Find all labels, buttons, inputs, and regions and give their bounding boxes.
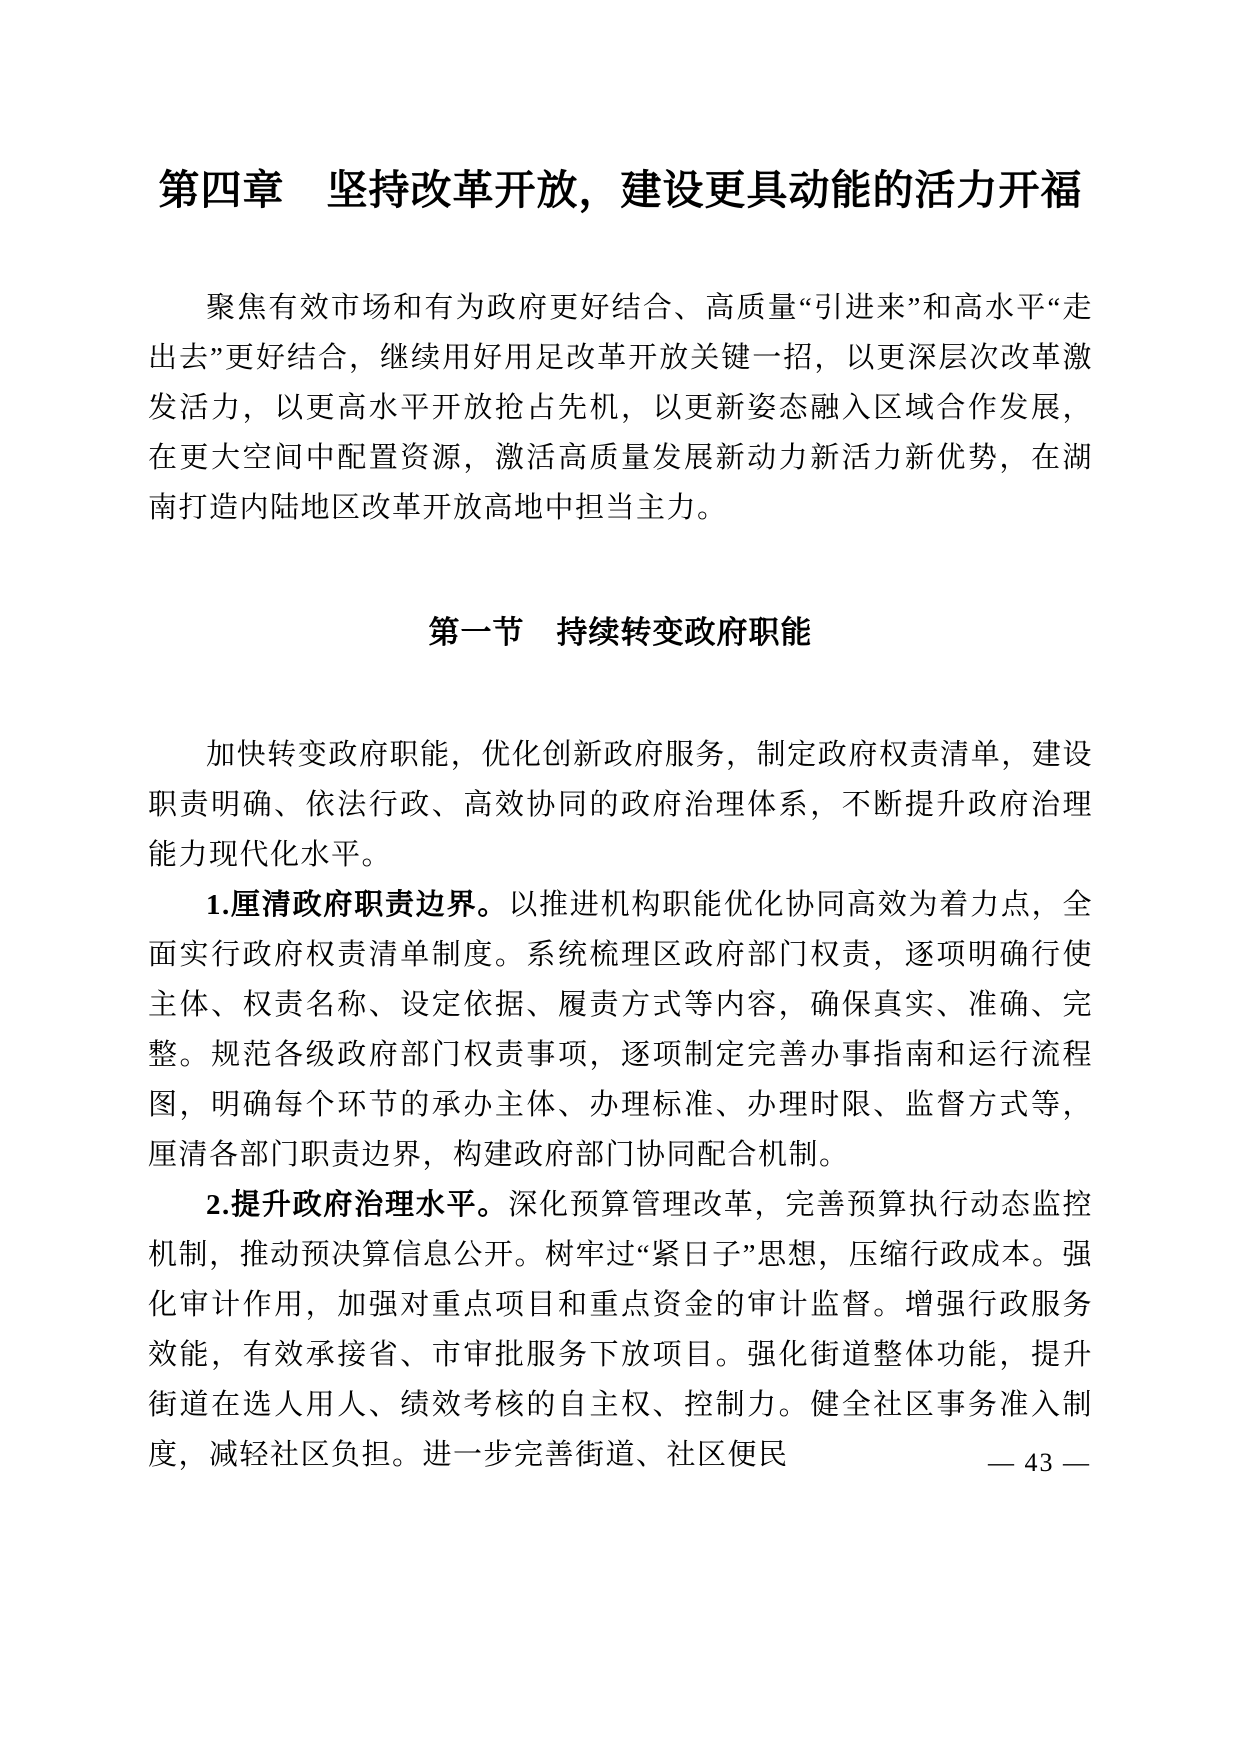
- intro-paragraph: 聚焦有效市场和有为政府更好结合、高质量“引进来”和高水平“走出去”更好结合，继续用好用足改革开放关键一招，以更深层次改革激发活力，以更高水平开放抢占先机，以更新姿态融入区域合作发展，在更大空间中配置资源，激活高质量发展新动力新活力新优势，在湖南打造内陆地区改革开放高地中担当主力。: [148, 292, 1093, 525]
- paragraph-item-2: [148, 1180, 1093, 1480]
- paragraph-item-1: [148, 880, 1093, 1180]
- page-number: — 43 —: [988, 1448, 1091, 1477]
- section-heading: 第一节 持续转变政府职能: [428, 615, 813, 651]
- chapter-title: 第四章 坚持改革开放，建设更具动能的活力开福: [158, 167, 1083, 213]
- item-2-body: 深化预算管理改革，完善预算执行动态监控机制，推动预决算信息公开。树牢过“紧日子”思想，压缩行政成本。强化审计作用，加强对重点项目和重点资金的审计监督。增强行政服务效能，有效承接省、市审批服务下放项目。强化街道整体功能，提升街道在选人用人、绩效考核的自主权、控制力。健全社区事务准入制度，减轻社区负担。进一步完善街道、社区便民: [148, 1189, 1093, 1472]
- paragraph-government-functions: 加快转变政府职能，优化创新政府服务，制定政府权责清单，建设职责明确、依法行政、高效协同的政府治理体系，不断提升政府治理能力现代化水平。: [148, 739, 1093, 872]
- item-1-body: 以推进机构职能优化协同高效为着力点，全面实行政府权责清单制度。系统梳理区政府部门权责，逐项明确行使主体、权责名称、设定依据、履责方式等内容，确保真实、准确、完整。规范各级政府部门权责事项，逐项制定完善办事指南和运行流程图，明确每个环节的承办主体、办理标准、办理时限、监督方式等，厘清各部门职责边界，构建政府部门协同配合机制。: [148, 889, 1093, 1172]
- intro-block: [148, 283, 1093, 533]
- item-1-lead: 1.厘清政府职责边界。: [206, 889, 509, 922]
- item-2-lead: 2.提升政府治理水平。: [206, 1189, 509, 1222]
